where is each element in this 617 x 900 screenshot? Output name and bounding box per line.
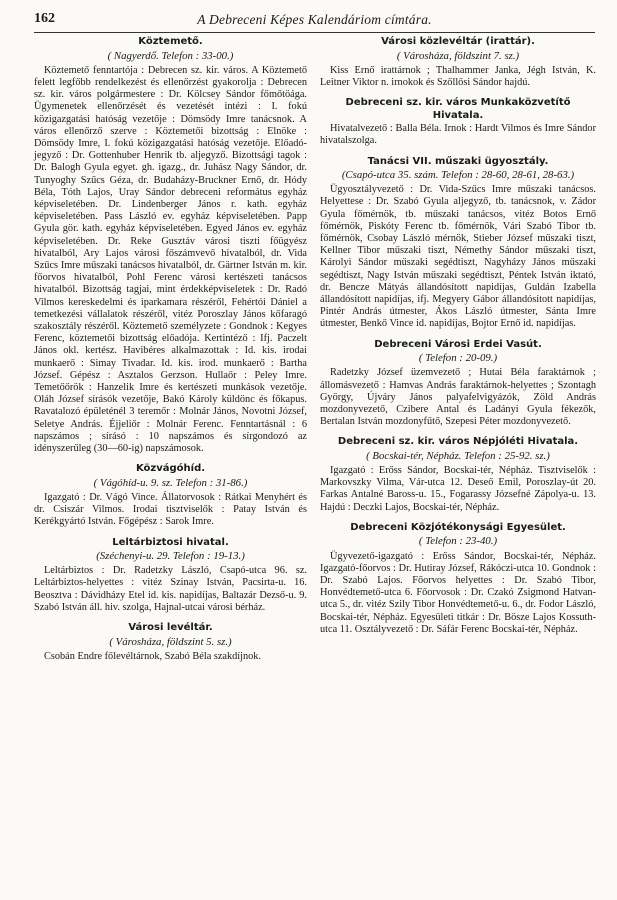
left-column xyxy=(34,36,307,671)
section-subtitle: ( Nagyerdő. Telefon : 33-00.) xyxy=(107,49,234,62)
running-title: A Debreceni Képes Kalendáriom címtára. xyxy=(197,12,432,27)
section-subtitle: ( Vágóhíd-u. 9. sz. Telefon : 31-86.) xyxy=(93,476,248,489)
section-kozlevéltar xyxy=(320,36,596,89)
section-body: Ügyvezető-igazgató : Erőss Sándor, Bocskai-tér, Népház. Igazgató-főorvos : Dr. Hutiray József, Rákóczi-utca 10. Gondnok : Dr. Szabó Lajos. Főorvos helyettes : Dr. Szabó Tibor, Honvédtemető-utca 6. Főorvosok : Dr. Czakó Zsigmond Hatvan-utca 5., dr. vitéz Szily Tibor Honvédtemető-u. 6., dr. Fodor László, Bocskai-tér, Népház. Egyesületi titkár : Dr. Bösze Lajos Kossuth-utca 11. Osztályvezető : Dr. Sáfár Ferenc Bocskai-tér, Népház. xyxy=(320,550,596,635)
section-body: Csobán Endre főlevéltárnok, Szabó Béla szakdíjnok. xyxy=(44,650,262,662)
section-kozjotekonysagi xyxy=(320,522,596,636)
section-title: Debreceni sz. kir. város Népjóléti Hivatala. xyxy=(337,436,579,448)
section-muszaki-ugyosztaly xyxy=(320,156,596,331)
section-body: Köztemető fenntartója : Debrecen sz. kir. város. A Köztemető felett legfőbb rendelkezést és ellenőrzést gyakorolja : Debrecen sz. kir. város polgármestere : Dr. Kölcsey Sándor főmőtöága. Ügymenetek ellenőrzését és vezetését intézi : I. fokú közigazgatási hatóság vezetője : Dömsödy Imre tanácsnok. A város ellenőrző szerve : Köztemetői bizottság : Elnöke : Dömsödy Imre, I. fokú közigazgatási hatóság vezetője. Előadó-jegyző : Dr. Gottenhuber Henrik tb. aljegyző. Bizottsági tagok : Dr. Balogh Gyula egyet. gh. igazg., dr. Juhász Nagy Sándor, dr. Tunyoghy Szűcs Géza, dr. Budaházy-Bruckner Ernő, dr. Hódy Béla, Tóth Lajos, Uray Sándor debreceni református egyház képviseletében. Dr. Lindenberger János r. kath. egyház képviseletében. Pass László ev. egyház képviseletében. Papp Gyula gör. kath. egyház képviseletében. Egyed János ev. egyház képviseletében. Dr. Reke Gusztáv városi tiszti főügyész hivatalból, Ary Lajos városi főszámvevő hivatalból, dr. Vida Szűcs Imre műszaki tanácsos hivatalból, dr. Gärtner István m. kir. főorvos hivatalból, Pohl Ferenc városi kertészeti tanácsos hivatalból. Bizottság tagjai, mint érdekképviseletek : Dr. Radó Vilmos kereskedelmi és iparkamara részéről, Fehértói Dániel a temetkezési vállalatok részéről, vitéz Poroszlay János kőfaragó szakosztály részéről. Köztemető személyzete : Gondnok : Kegyes Ferenc, köztemetői bizottság előadója. Kertintéző : Ifj. Paczelt János okl. kertész. Havibéres alkalmazottak : Id. kis. irodai munkaerő : Simay Tivadar. Id. kis. irod. munkaerő : Bartha József. Gépész : Asztalos Gerzson. Hullaőr : Peley Imre. Temetőőrök : Hanzelik Imre és kertészeti munkások vezetője. Oláh József sírásók vezetője, Bakó Károly küldönc és főkapus. Ravatalozó épületénél 3 teremőr : Molnár János, Novotni József, Seletye András. Éjjeliőr : Molnár Ferenc. Fenntartásnál : 6 napszámos ; sírásó : 10 napszámos és sírgondozó az idényszerűleg (30—60-ig) napszámosok. xyxy=(34,64,307,454)
section-title: Tanácsi VII. műszaki ügyosztály. xyxy=(367,155,549,167)
section-subtitle: ( Telefon : 23-40.) xyxy=(418,535,498,548)
section-body: Kiss Ernő irattárnok ; Thalhammer Janka, Jégh István, K. Leitner Viktor n. irnokok és Szőllősi Sándor hajdú. xyxy=(320,64,596,88)
section-subtitle: (Csapó-utca 35. szám. Telefon : 28-60, 28-61, 28-63.) xyxy=(341,169,575,182)
section-title: Debreceni Városi Erdei Vasút. xyxy=(374,338,542,350)
section-kozvagohid xyxy=(34,463,307,528)
section-title: Városi közlevéltár (irattár). xyxy=(381,36,535,47)
section-title: Debreceni sz. kir. város Munkaközvetítő Hivatala. xyxy=(345,97,571,121)
section-body: Hivatalvezető : Balla Béla. Irnok : Hardt Vilmos és Imre Sándor hivatalszolga. xyxy=(320,123,596,147)
section-title: Debreceni Közjótékonysági Egyesület. xyxy=(350,521,566,533)
section-body: Leltárbiztos : Dr. Radetzky László, Csapó-utca 96. sz. Leltárbiztos-helyettes : vitéz Szinay István, Pacsirta-u. 16. Beosztva : Dávidházy Etel id. kis. napidíjas, Baltazár Dezső-u. 9. Szabó István áll. hiv. szolga, Hajnal-utcai városi bérház. xyxy=(34,565,307,613)
section-leltarbiztosi xyxy=(34,537,307,615)
page-number: 162 xyxy=(34,11,55,26)
section-title: Közvágóhíd. xyxy=(135,463,206,475)
section-subtitle: ( Telefon : 20-09.) xyxy=(418,352,498,365)
section-subtitle: ( Városháza, földszint 7. sz.) xyxy=(396,49,520,62)
section-varosi-levéltar xyxy=(34,622,307,663)
right-column xyxy=(320,36,596,644)
section-body: Igazgató : Erőss Sándor, Bocskai-tér, Népház. Tisztviselők : Markovszky Vilma, Vár-utca 12. Deseő Emil, Poroszlay-út 20. Farkas Antalné Baross-u. 15., Fogarassy Józsefné Zápolya-u. 13. Hajdú : Deczki Lajos, Bocskai-tér, Népház. xyxy=(320,465,596,513)
section-body: Ügyosztályvezető : Dr. Vida-Szűcs Imre műszaki tanácsos. Helyettese : Dr. Szabó Gyula aljegyző, tb. tanácsnok, v. Zádor Gyula főmérnök, tb. műszaki tanácsos, vitéz Botos Ernő főmérnök, Piskóty Ferenc tb. főmérnök, Vári Szabó Tibor tb. főmérnök, Csobay László mérnök, Stieber József műszaki tiszt, Kellner Tibor műszaki tiszt, Némethy Sándor műszaki tiszt, Károlyi Sándor műszaki segédtiszt, Nagyházy János műszaki segédtiszt, Nagy István műszaki segédtiszt, Péntek István iktató, dr. Bencze Mátyás állandósított napidíjas, Guldán Izabella állandósított napidíjas, ifj. Megyery Gábor állandósított napidíjas, Pintér András útmester, Ákos László útmester, Sánta Imre útmester, Benkő Vince id. napidíjas, Bojtor Ernő id. napidíjas. xyxy=(320,184,596,330)
section-munkakozvetito xyxy=(320,97,596,147)
page-header xyxy=(34,10,595,33)
section-title: Városi levéltár. xyxy=(128,622,213,634)
section-title: Leltárbiztosi hivatal. xyxy=(112,536,229,548)
section-title: Köztemető. xyxy=(138,36,203,47)
section-koztemeto xyxy=(34,36,307,455)
section-body: Radetzky József üzemvezető ; Hutai Béla faraktárnok ; állomásvezető : Hamvas András faraktárnok-helyettes ; Szontagh György, Újváry János palyafelvigyázók, Zöld András mozdonyvezető, Czibere Antal és Ladányi Gyula fékezők, Bertalan István mozdonyfűtő, Szepesi Péter mozdonyvezető. xyxy=(320,367,596,428)
section-erdei-vasut xyxy=(320,339,596,429)
section-nepjoleti xyxy=(320,436,596,514)
section-subtitle: (Széchenyi-u. 29. Telefon : 19-13.) xyxy=(96,550,245,563)
section-body: Igazgató : Dr. Vágó Vince. Állatorvosok : Rátkai Menyhért és dr. Csiszár Vilmos. Irodai tisztviselők : Patay István és Kerékgyártó István. Főgépész : Sarok Imre. xyxy=(34,491,307,528)
section-subtitle: ( Városháza, földszint 5. sz.) xyxy=(109,635,232,648)
section-subtitle: ( Bocskai-tér, Népház. Telefon : 25-92. sz.) xyxy=(366,449,550,462)
